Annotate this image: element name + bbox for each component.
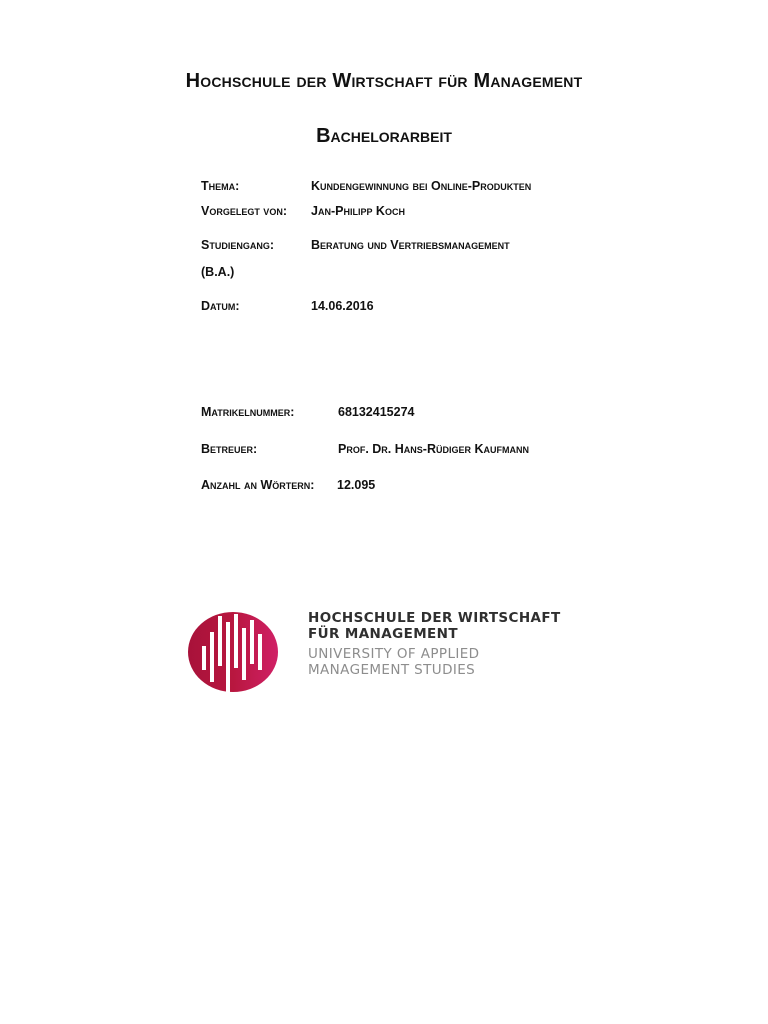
thema-label: Thema: <box>201 179 240 193</box>
logo-line-3: UNIVERSITY OF APPLIED <box>308 646 480 662</box>
university-emblem-icon <box>187 608 281 692</box>
logo-line-4: MANAGEMENT STUDIES <box>308 662 476 678</box>
betreuer-label: Betreuer: <box>201 442 258 456</box>
studiengang-label: Studiengang: <box>201 238 274 252</box>
betreuer-value: Prof. Dr. Hans-Rüdiger Kaufmann <box>338 442 529 456</box>
matrikel-label: Matrikelnummer: <box>201 405 295 419</box>
woerter-label: Anzahl an Wörtern: <box>201 478 315 492</box>
university-logo <box>187 604 587 696</box>
vorgelegt-value: Jan-Philipp Koch <box>311 204 405 218</box>
logo-wordmark <box>308 610 561 678</box>
thema-value: Kundengewinnung bei Online-Produkten <box>311 179 532 193</box>
datum-label: Datum: <box>201 299 240 313</box>
matrikel-value: 68132415274 <box>338 405 415 419</box>
studiengang-continuation: (B.A.) <box>201 265 235 279</box>
studiengang-value: Beratung und Vertriebsmanagement <box>311 238 510 252</box>
woerter-value: 12.095 <box>337 478 376 492</box>
document-type: Bachelorarbeit <box>316 125 452 147</box>
vorgelegt-label: Vorgelegt von: <box>201 204 287 218</box>
logo-line-1: HOCHSCHULE DER WIRTSCHAFT <box>308 610 561 626</box>
logo-line-2: FÜR MANAGEMENT <box>308 626 458 642</box>
datum-value: 14.06.2016 <box>311 299 374 313</box>
page-title: Hochschule der Wirtschaft für Management <box>185 70 583 92</box>
